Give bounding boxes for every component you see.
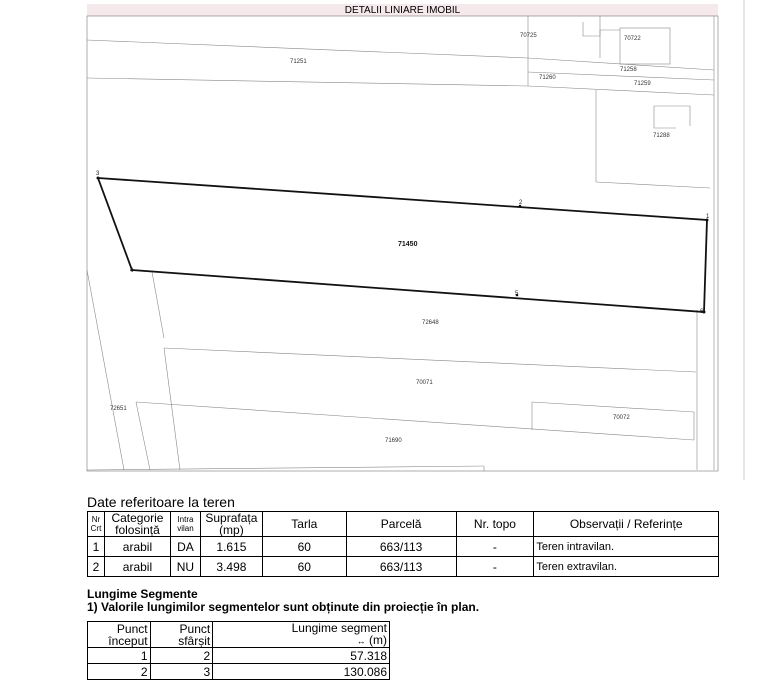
parcel-label: 72651 <box>110 406 127 412</box>
cell-parcela: 663/113 <box>346 557 456 577</box>
col-parcela: Parcelă <box>346 512 456 537</box>
cell-suprafata: 3.498 <box>200 557 262 577</box>
cell-topo: - <box>456 537 534 557</box>
col-observatii: Observații / Referințe <box>534 512 719 537</box>
cell-topo: - <box>456 557 534 577</box>
point-label: 5 <box>515 291 519 297</box>
cell-lungime: 130.086 <box>213 664 390 680</box>
table-row <box>88 664 390 680</box>
col-nr-crt: Nr Crt <box>88 512 105 537</box>
section-title-teren: Date referitoare la teren <box>87 494 235 510</box>
cell-categorie: arabil <box>104 557 170 577</box>
cell-end: 3 <box>150 664 213 680</box>
cell-tarla: 60 <box>262 537 346 557</box>
parcel-label: 71690 <box>385 438 402 444</box>
table-header-row <box>88 622 390 648</box>
parcel-label: 71259 <box>634 81 651 87</box>
parcel-label: 71251 <box>290 59 307 65</box>
table-row <box>88 557 719 577</box>
point-label: 4 <box>130 268 134 274</box>
teren-table <box>87 511 719 577</box>
point-label: 1 <box>706 214 710 220</box>
table-row <box>88 648 390 664</box>
cell-categorie: arabil <box>104 537 170 557</box>
cell-observatii: Teren extravilan. <box>534 557 719 577</box>
cell-nr: 1 <box>88 537 105 557</box>
col-intravilan: Intra vilan <box>170 512 200 537</box>
point-label: 2 <box>519 200 523 206</box>
cell-nr: 2 <box>88 557 105 577</box>
parcel-label: 70071 <box>416 380 433 386</box>
cell-suprafata: 1.615 <box>200 537 262 557</box>
cell-intravilan: NU <box>170 557 200 577</box>
cell-start: 2 <box>88 664 151 680</box>
cell-lungime: 57.318 <box>213 648 390 664</box>
parcel-label-main: 71450 <box>398 241 418 248</box>
section-title-segmente: Lungime Segmente <box>87 587 198 601</box>
cell-observatii: Teren intravilan. <box>534 537 719 557</box>
parcel-label: 71260 <box>539 75 556 81</box>
col-nr-topo: Nr. topo <box>456 512 534 537</box>
arrow-icon: ↔ <box>356 636 366 646</box>
map-header: DETALII LINIARE IMOBIL <box>87 4 718 16</box>
col-categorie: Categorie folosință <box>104 512 170 537</box>
col-punct-inceput: Punct început <box>88 622 151 648</box>
cell-intravilan: DA <box>170 537 200 557</box>
parcel-label: 72648 <box>422 320 439 326</box>
cell-start: 1 <box>88 648 151 664</box>
parcel-label: 71258 <box>620 67 637 73</box>
col-tarla: Tarla <box>262 512 346 537</box>
segmente-note: 1) Valorile lungimilor segmentelor sunt obținute din proiecție în plan. <box>87 600 480 614</box>
cell-end: 2 <box>150 648 213 664</box>
col-punct-sfarsit: Punct sfârșit <box>150 622 213 648</box>
point-label: 3 <box>96 171 100 177</box>
table-header-row <box>88 512 719 537</box>
parcel-label: 70725 <box>520 33 537 39</box>
table-row <box>88 537 719 557</box>
parcel-label: 70722 <box>624 36 641 42</box>
parcel-label: 70072 <box>613 415 630 421</box>
segmente-table <box>87 621 390 680</box>
col-lungime: Lungime segment ↔ (m) <box>213 622 390 648</box>
point-label: 6 <box>700 309 704 315</box>
col-suprafata: Suprafața (mp) <box>200 512 262 537</box>
cell-tarla: 60 <box>262 557 346 577</box>
cell-parcela: 663/113 <box>346 537 456 557</box>
parcel-label: 71288 <box>653 133 670 139</box>
